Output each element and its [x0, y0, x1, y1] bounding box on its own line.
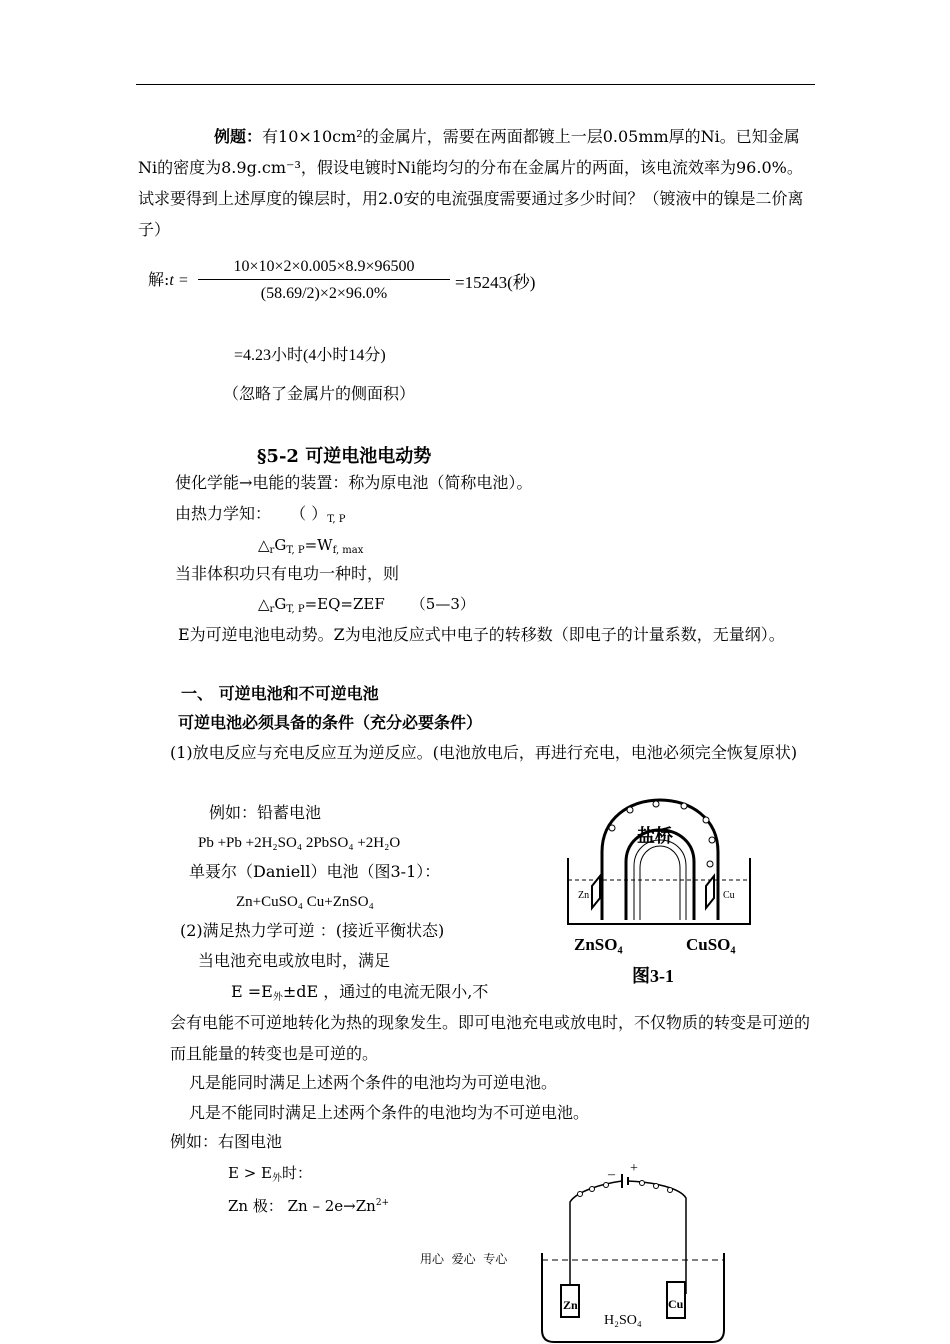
line-thermo: 由热力学知： （ ）$_{T, P}$ [175, 504, 346, 525]
cu-plate-label: Cu [668, 1297, 684, 1311]
solution-result: =15243(秒) [455, 273, 536, 292]
salt-bridge-outer [602, 800, 718, 920]
equation-gibbs-work: $\triangle_rG_{T, P}=W_{f, max}$ [258, 536, 364, 556]
solution-fraction [198, 258, 450, 303]
definition-reversible: 凡是能同时满足上述两个条件的电池均为可逆电池。 [189, 1073, 558, 1092]
example-lead-battery: 例如：铅蓄电池 [209, 803, 322, 822]
section-title: §5-2 可逆电池电动势 [257, 446, 432, 467]
cu-electrode [706, 876, 714, 908]
zinc-sulfate-label: ZnSO₄ [574, 935, 623, 954]
condition-2-detail: 当电池充电或放电时，满足 [198, 951, 391, 970]
heading-reversible: 一、 可逆电池和不可逆电池 [181, 684, 379, 703]
condition-e-greater: $E > E_外$时： [228, 1164, 313, 1184]
figure-electrolysis-cell [530, 1158, 760, 1344]
salt-bridge-label: 盐桥 [637, 826, 673, 846]
example-paragraph [138, 121, 816, 245]
definition-irreversible: 凡是不能同时满足上述两个条件的电池均为不可逆电池。 [189, 1103, 590, 1122]
solution-prefix: 解:t = [148, 270, 189, 289]
equation-daniell: Zn+CuSO₄ Cu+ZnSO₄ [236, 894, 374, 910]
figure-daniell-cell [560, 790, 770, 990]
solution-denominator: (58.69/2)×2×96.0% [260, 285, 388, 302]
zn-plate-label: Zn [563, 1298, 578, 1312]
solution-numerator: 10×10×2×0.005×8.9×96500 [198, 258, 450, 280]
example-daniell: 单聂尔（Daniell）电池（图3-1）： [189, 862, 441, 881]
line-electric-work: 当非体积功只有电功一种时，则 [175, 564, 400, 583]
condition-2-explanation: 会有电能不可逆地转化为热的现象发生。即可电池充电或放电时，不仅物质的转变是可逆的而且能量的转变也是可逆的。 [170, 1013, 811, 1063]
page-footer: 用心 爱心 专心 [420, 1252, 508, 1266]
example-label: 例题： [214, 127, 263, 146]
svg-text:+: + [630, 1161, 638, 1176]
solution-note: （忽略了金属片的侧面积） [223, 384, 416, 403]
svg-text:–: – [608, 1167, 615, 1182]
example-right-cell: 例如：右图电池 [170, 1132, 283, 1151]
heading-conditions: 可逆电池必须具备的条件（充分必要条件） [178, 713, 483, 732]
condition-2: (2)满足热力学可逆 ：(接近平衡状态) [180, 921, 445, 940]
condition-2-equation: $E =E_外\pm dE$ ，通过的电流无限小,不 [231, 982, 489, 1003]
condition-1: (1)放电反应与充电反应互为逆反应。(电池放电后，再进行充电，电池必须完全恢复原状) [170, 743, 798, 762]
header-rule [136, 84, 815, 85]
equation-5-3: $\triangle_rG_{T, P}=EQ=ZEF$ （5—3） [258, 595, 475, 615]
figure-caption: 图3-1 [632, 966, 674, 986]
cu-label: Cu [723, 890, 735, 901]
example-text: 有10×10cm²的金属片，需要在两面都镀上一层0.05mm厚的Ni。已知金属Ni的密度为8.9g.cm⁻³，假设电镀时Ni能均匀的分布在金属片的两面，该电流效率为96.0%。试求要得到上述厚度的镍层时，用2.0安的电流强度需要通过多少时间？（镀液中的镍是二价离子） [138, 127, 804, 239]
external-wire [570, 1181, 686, 1294]
zn-electrode-reaction: Zn 极： $Zn - 2e\to Zn^{2+}$ [228, 1197, 390, 1215]
paragraph-emf: E为可逆电池电动势。Z为电池反应式中电子的转移数（即电子的计量系数，无量纲）。 [178, 625, 785, 644]
solution-line2: =4.23小时(4小时14分) [234, 347, 386, 364]
zn-label: Zn [578, 890, 590, 901]
equation-lead-battery: Pb +Pb +2H₂SO₄ 2PbSO₄ +2H₂O [198, 835, 401, 851]
zn-electrode [592, 876, 600, 908]
line-galvanic: 使化学能→电能的装置：称为原电池（简称电池）。 [175, 473, 533, 492]
copper-sulfate-label: CuSO₄ [686, 935, 736, 954]
sulfuric-acid-label: H₂SO₄ [604, 1313, 642, 1328]
